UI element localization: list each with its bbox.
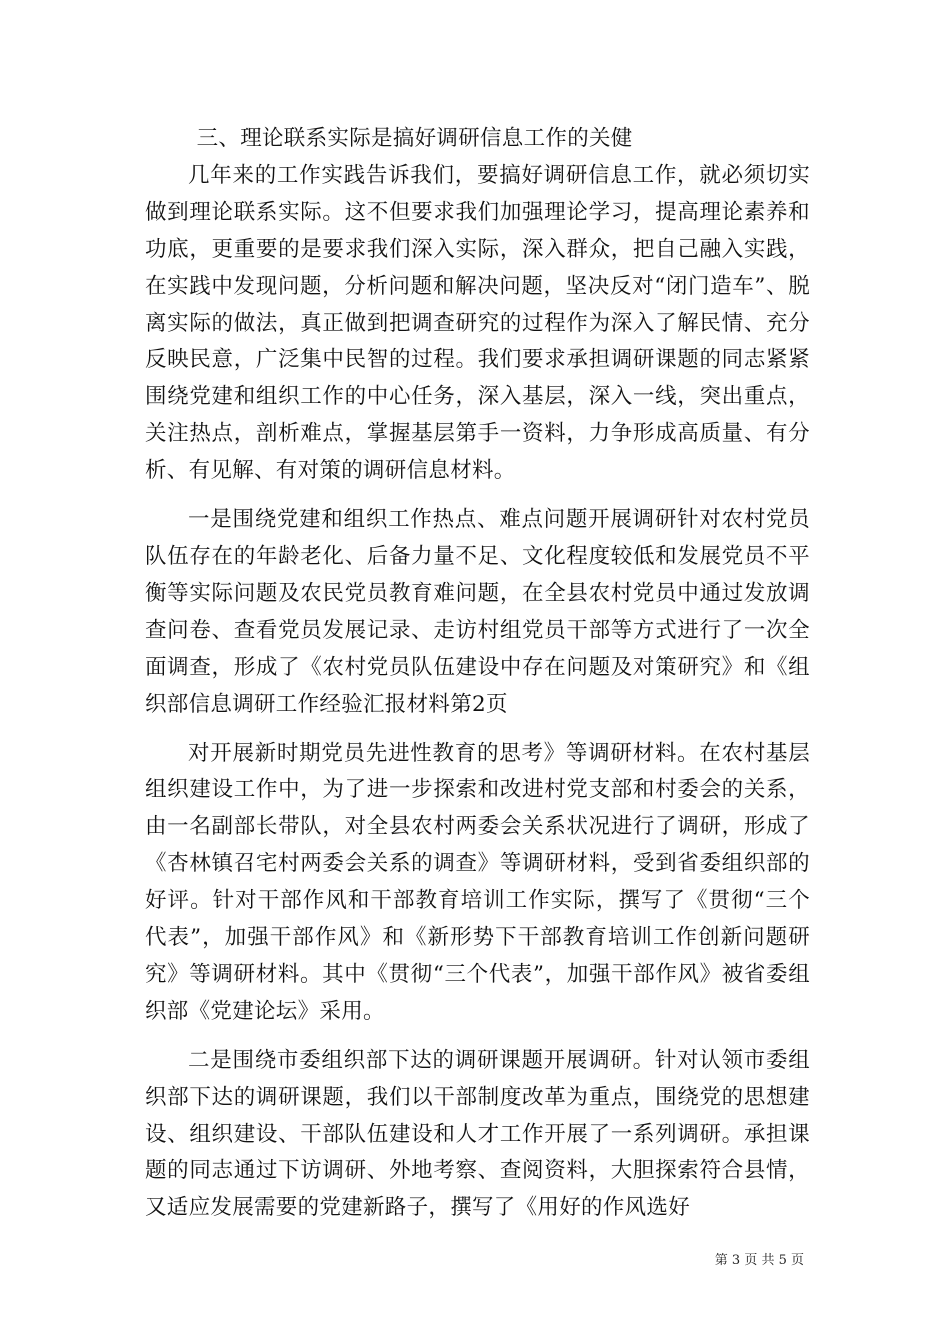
paragraph-4: 二是围绕市委组织部下达的调研课题开展调研。针对认领市委组织部下达的调研课题，我们以干部制度改革为重点，围绕党的思想建设、组织建设、干部队伍建设和人才工作开展了一系列调研。承担课题的同志通过下访调研、外地考察、查阅资料，大胆探索符合县情，又适应发展需要的党建新路子，撰写了《用好的作风选好 [145,1047,810,1221]
paragraph-3: 对开展新时期党员先进性教育的思考》等调研材料。在农村基层组织建设工作中，为了进一步探索和改进村党支部和村委会的关系，由一名副部长带队，对全县农村两委会关系状况进行了调研，形成了《杏林镇召宅村两委会关系的调查》等调研材料，受到省委组织部的好评。针对干部作风和干部教育培训工作实际，撰写了《贯彻“三个代表”，加强干部作风》和《新形势下干部教育培训工作创新问题研究》等调研材料。其中《贯彻“三个代表”，加强干部作风》被省委组织部《党建论坛》采用。 [145,740,810,1024]
page-number-footer: 第 3 页 共 5 页 [714,1253,804,1268]
paragraph-2: 一是围绕党建和组织工作热点、难点问题开展调研针对农村党员队伍存在的年龄老化、后备力量不足、文化程度较低和发展党员不平衡等实际问题及农民党员教育难问题，在全县农村党员中通过发放调查问卷、查看党员发展记录、走访村组党员干部等方式进行了一次全面调查，形成了《农村党员队伍建设中存在问题及对策研究》和《组织部信息调研工作经验汇报材料第2页 [145,507,810,717]
document-body [145,121,810,1227]
section-heading: 三、理论联系实际是搞好调研信息工作的关健 [196,126,633,151]
paragraph-1: 几年来的工作实践告诉我们，要搞好调研信息工作，就必须切实做到理论联系实际。这不但要求我们加强理论学习，提高理论素养和功底，更重要的是要求我们深入实际，深入群众，把自己融入实践，在实践中发现问题，分析问题和解决问题，坚决反对“闭门造车”、脱离实际的做法，真正做到把调查研究的过程作为深入了解民情、充分反映民意，广泛集中民智的过程。我们要求承担调研课题的同志紧紧围绕党建和组织工作的中心任务，深入基层，深入一线，突出重点，关注热点，剖析难点，掌握基层第手一资料，力争形成高质量、有分析、有见解、有对策的调研信息材料。 [145,162,810,484]
